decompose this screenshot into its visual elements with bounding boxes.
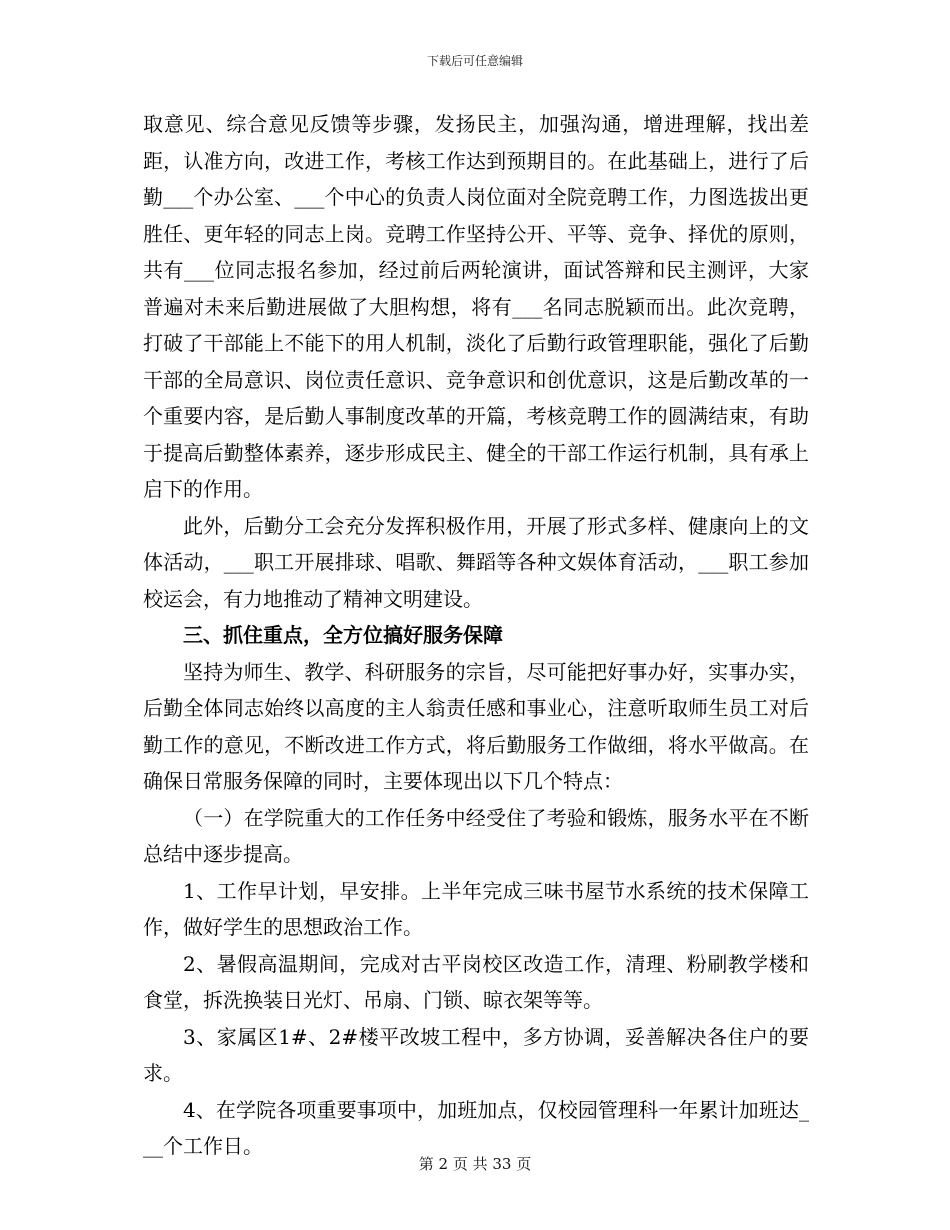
- document-body: [143, 106, 809, 1165]
- paragraph-union-activities: 此外，后勤分工会充分发挥积极作用，开展了形式多样、健康向上的文体活动，___职工开展排球、唱歌、舞蹈等各种文娱体育活动，___职工参加校运会，有力地推动了精神文明建设。: [143, 513, 809, 611]
- list-item-1: 1、工作早计划，早安排。上半年完成三味书屋节水系统的技术保障工作，做好学生的思想政治工作。: [143, 878, 809, 939]
- page-header: 下载后可任意编辑: [426, 54, 523, 68]
- list-item-3: 3、家属区1#、2#楼平改坡工程中，多方协调，妥善解决各住户的要求。: [143, 1024, 809, 1085]
- list-item-2: 2、暑假高温期间，完成对古平岗校区改造工作，清理、粉刷教学楼和食堂，拆洗换装日光灯、吊扇、门锁、晾衣架等等。: [143, 951, 809, 1012]
- paragraph-subsection-1: （一）在学院重大的工作任务中经受住了考验和锻炼，服务水平在不断总结中逐步提高。: [143, 805, 809, 866]
- page-number: 第 2 页 共 33 页: [418, 1155, 532, 1173]
- paragraph-competition: 取意见、综合意见反馈等步骤，发扬民主，加强沟通，增进理解，找出差距，认准方向，改进工作，考核工作达到预期目的。在此基础上，进行了后勤___个办公室、___个中心的负责人岗位面对全院竞聘工作，力图选拔出更胜任、更年轻的同志上岗。竞聘工作坚持公开、平等、竞争、择优的原则，共有___位同志报名参加，经过前后两轮演讲，面试答辩和民主测评，大家普遍对未来后勤进展做了大胆构想，将有___名同志脱颖而出。此次竞聘，打破了干部能上不能下的用人机制，淡化了后勤行政管理职能，强化了后勤干部的全局意识、岗位责任意识、竞争意识和创优意识，这是后勤改革的一个重要内容，是后勤人事制度改革的开篇，考核竞聘工作的圆满结束，有助于提高后勤整体素养，逐步形成民主、健全的干部工作运行机制，具有承上启下的作用。: [143, 112, 809, 501]
- list-item-4: 4、在学院各项重要事项中，加班加点，仅校园管理科一年累计加班达___个工作日。: [143, 1097, 809, 1158]
- section-heading-3: 三、抓住重点，全方位搞好服务保障: [183, 623, 503, 647]
- paragraph-service-purpose: 坚持为师生、教学、科研服务的宗旨，尽可能把好事办好，实事办实，后勤全体同志始终以高度的主人翁责任感和事业心，注意听取师生员工对后勤工作的意见，不断改进工作方式，将后勤服务工作做细，将水平做高。在确保日常服务保障的同时，主要体现出以下几个特点：: [143, 659, 809, 793]
